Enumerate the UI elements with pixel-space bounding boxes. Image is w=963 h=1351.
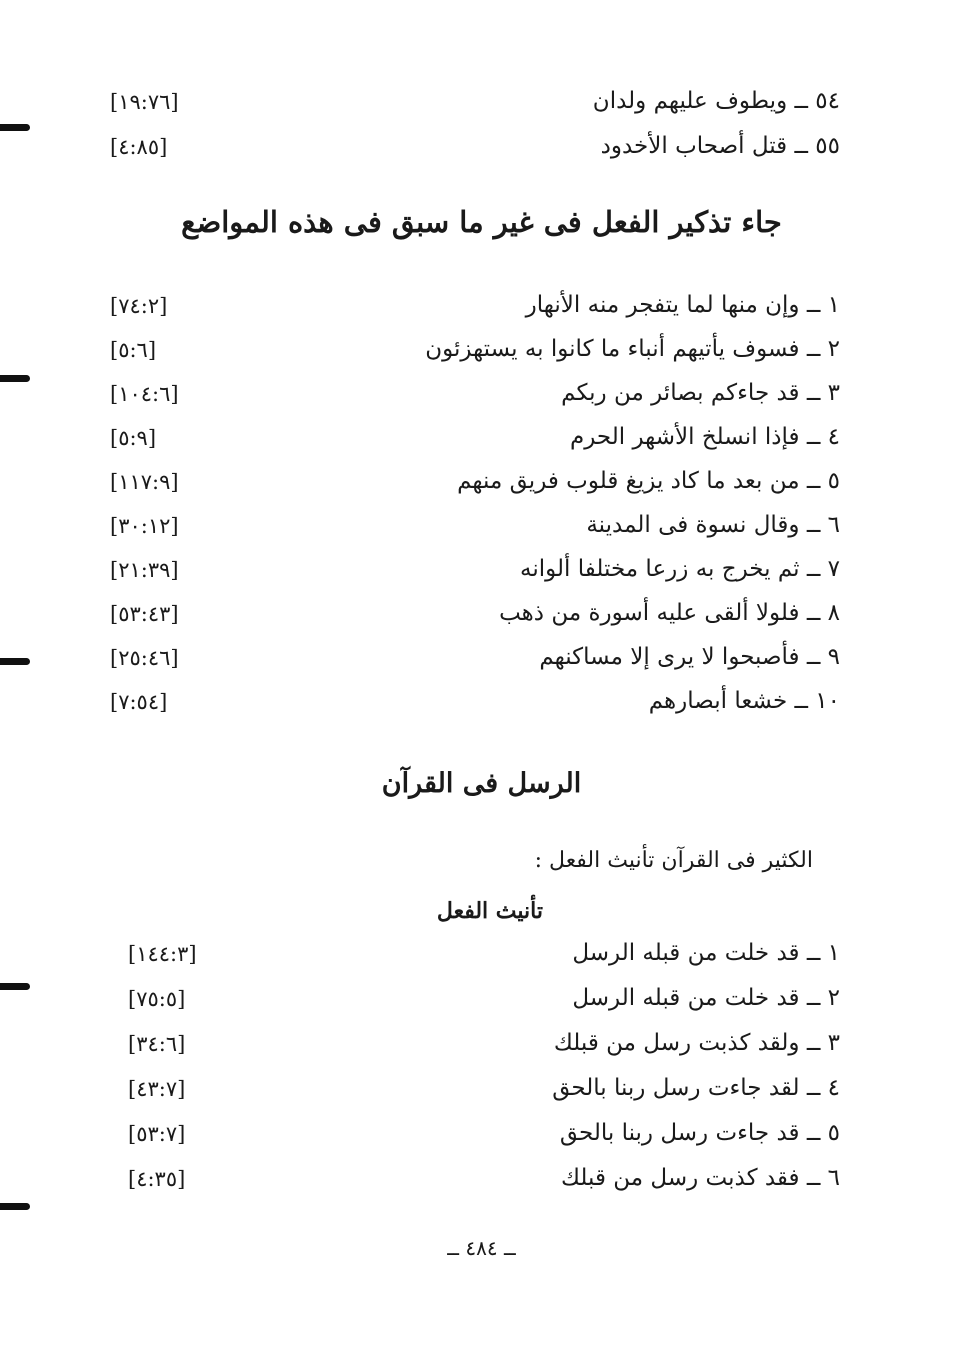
list-item bbox=[90, 644, 840, 684]
verse-reference: [١٩:٧٦] bbox=[110, 90, 179, 114]
list-item bbox=[90, 600, 840, 640]
subheading: تأنيث الفعل bbox=[436, 898, 543, 924]
verse-text: ٣ ــ ولقد كذبت رسل من قبلك bbox=[553, 1030, 840, 1056]
verse-text: ١ ــ وإن منها لما يتفجر منه الأنهار bbox=[525, 292, 840, 318]
verse-text: ٤ ــ لقد جاءت رسل ربنا بالحق bbox=[552, 1075, 840, 1101]
list-item bbox=[90, 133, 840, 173]
section-heading: جاء تذكير الفعل فى غير ما سبق فى هذه المواضع bbox=[181, 205, 782, 239]
verse-text: ٩ ــ فأصبحوا لا يرى إلا مساكنهم bbox=[539, 644, 840, 670]
list-item bbox=[90, 556, 840, 596]
verse-reference: [٤:٣٥] bbox=[128, 1167, 186, 1191]
scan-edge-mark bbox=[0, 375, 30, 382]
verse-text: ٣ ــ قد جاءكم بصائر من ربكم bbox=[561, 380, 840, 406]
verse-reference: [٥٣:٤٣] bbox=[110, 602, 179, 626]
verse-reference: [٥:٦] bbox=[110, 338, 157, 362]
verse-reference: [١١٧:٩] bbox=[110, 470, 179, 494]
verse-reference: [١٠٤:٦] bbox=[110, 382, 179, 406]
verse-reference: [٤:٨٥] bbox=[110, 135, 168, 159]
list-item bbox=[90, 688, 840, 728]
verse-reference: [١٤٤:٣] bbox=[128, 942, 197, 966]
scan-edge-mark bbox=[0, 658, 30, 665]
list-item bbox=[90, 512, 840, 552]
verse-reference: [٥٣:٧] bbox=[128, 1122, 186, 1146]
list-item bbox=[90, 940, 840, 980]
verse-reference: [٥:٩] bbox=[110, 426, 157, 450]
verse-text: ٥ ــ من بعد ما كاد يزيغ قلوب فريق منهم bbox=[457, 468, 840, 494]
list-item bbox=[90, 1120, 840, 1160]
verse-text: ٢ ــ قد خلت من قبله الرسل bbox=[572, 985, 840, 1011]
verse-text: ٥٤ ــ ويطوف عليهم ولدان bbox=[592, 88, 840, 114]
list-item bbox=[90, 1030, 840, 1070]
verse-reference: [٤٣:٧] bbox=[128, 1077, 186, 1101]
list-item bbox=[90, 468, 840, 508]
scan-edge-mark bbox=[0, 1203, 30, 1210]
verse-text: ٥ ــ قد جاءت رسل ربنا بالحق bbox=[559, 1120, 840, 1146]
list-item bbox=[90, 424, 840, 464]
verse-reference: [٢٥:٤٦] bbox=[110, 646, 179, 670]
verse-reference: [٣٠:١٢] bbox=[110, 514, 179, 538]
list-item bbox=[90, 292, 840, 332]
list-item bbox=[90, 985, 840, 1025]
verse-text: ٢ ــ فسوف يأتيهم أنباء ما كانوا به يستهزئون bbox=[425, 336, 840, 362]
list-item bbox=[90, 1165, 840, 1205]
list-item bbox=[90, 88, 840, 128]
verse-reference: [٧:٥٤] bbox=[110, 690, 168, 714]
list-item bbox=[90, 380, 840, 420]
verse-text: ٦ ــ وقال نسوة فى المدينة bbox=[586, 512, 840, 538]
list-item bbox=[90, 1075, 840, 1115]
list-item bbox=[90, 336, 840, 376]
verse-reference: [٧٤:٢] bbox=[110, 294, 168, 318]
scan-edge-mark bbox=[0, 983, 30, 990]
verse-text: ٨ ــ فلولا ألقى عليه أسورة من ذهب bbox=[499, 600, 840, 626]
intro-text: الكثير فى القرآن تأنيث الفعل : bbox=[534, 848, 813, 873]
scan-edge-mark bbox=[0, 124, 30, 131]
page-number: ــ ٤٨٤ ــ bbox=[447, 1236, 516, 1260]
verse-text: ٤ ــ فإذا انسلخ الأشهر الحرم bbox=[569, 424, 840, 450]
verse-text: ٥٥ ــ قتل أصحاب الأخدود bbox=[600, 133, 840, 159]
verse-text: ١٠ ــ خشعا أبصارهم bbox=[648, 688, 840, 714]
verse-reference: [٢١:٣٩] bbox=[110, 558, 179, 582]
verse-text: ٦ ــ فقد كذبت رسل من قبلك bbox=[561, 1165, 840, 1191]
section-heading: الرسل فى القرآن bbox=[381, 768, 582, 799]
verse-text: ١ ــ قد خلت من قبله الرسل bbox=[572, 940, 840, 966]
verse-reference: [٣٤:٦] bbox=[128, 1032, 186, 1056]
verse-reference: [٧٥:٥] bbox=[128, 987, 186, 1011]
verse-text: ٧ ــ ثم يخرج به زرعا مختلفا ألوانه bbox=[520, 556, 840, 582]
